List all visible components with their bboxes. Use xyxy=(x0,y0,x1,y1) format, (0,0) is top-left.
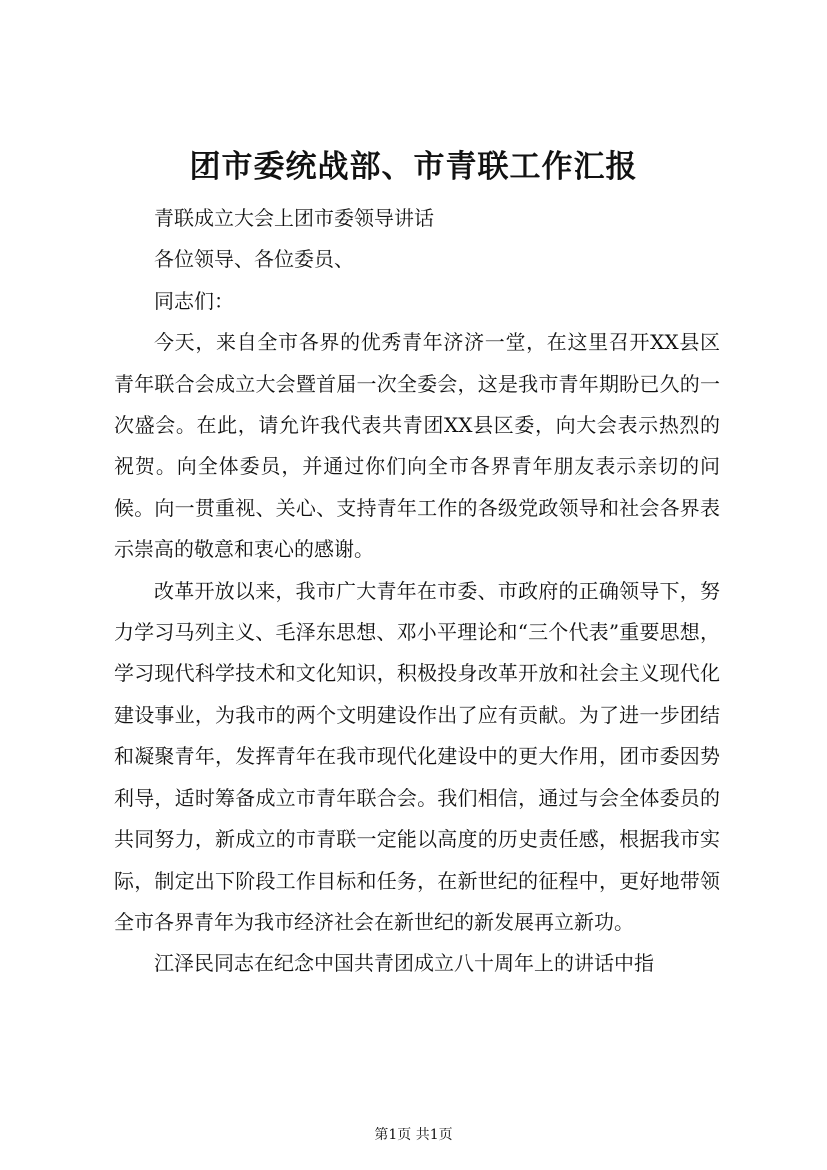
document-body xyxy=(114,198,720,985)
paragraph-body-2: 改革开放以来，我市广大青年在市委、市政府的正确领导下，努力学习马列主义、毛泽东思想、邓小平理论和“三个代表”重要思想，学习现代科学技术和文化知识，积极投身改革开放和社会主义现代化建设事业，为我市的两个文明建设作出了应有贡献。为了进一步团结和凝聚青年，发挥青年在我市现代化建设中的更大作用，团市委因势利导，适时筹备成立市青年联合会。我们相信，通过与会全体委员的共同努力，新成立的市青联一定能以高度的历史责任感，根据我市实际，制定出下阶段工作目标和任务，在新世纪的征程中，更好地带领全市各界青年为我市经济社会在新世纪的新发展再立新功。 xyxy=(114,578,720,934)
page-footer: 第1页 共1页 xyxy=(374,1127,453,1143)
paragraph-body-3: 江泽民同志在纪念中国共青团成立八十周年上的讲话中指 xyxy=(154,951,654,976)
paragraph-salutation-2: 同志们： xyxy=(154,288,234,313)
paragraph-body-1: 今天，来自全市各界的优秀青年济济一堂，在这里召开XX县区青年联合会成立大会暨首届一次全委会，这是我市青年期盼已久的一次盛会。在此，请允许我代表共青团XX县区委，向大会表示热烈的祝贺。向全体委员，并通过你们向全市各界青年朋友表示亲切的问候。向一贯重视、关心、支持青年工作的各级党政领导和社会各界表示崇高的敬意和衷心的感谢。 xyxy=(114,330,720,562)
document-title: 团市委统战部、市青联工作汇报 xyxy=(189,149,638,185)
paragraph-salutation-1: 各位领导、各位委员、 xyxy=(154,247,354,272)
paragraph-subtitle: 青联成立大会上团市委领导讲话 xyxy=(154,206,434,230)
